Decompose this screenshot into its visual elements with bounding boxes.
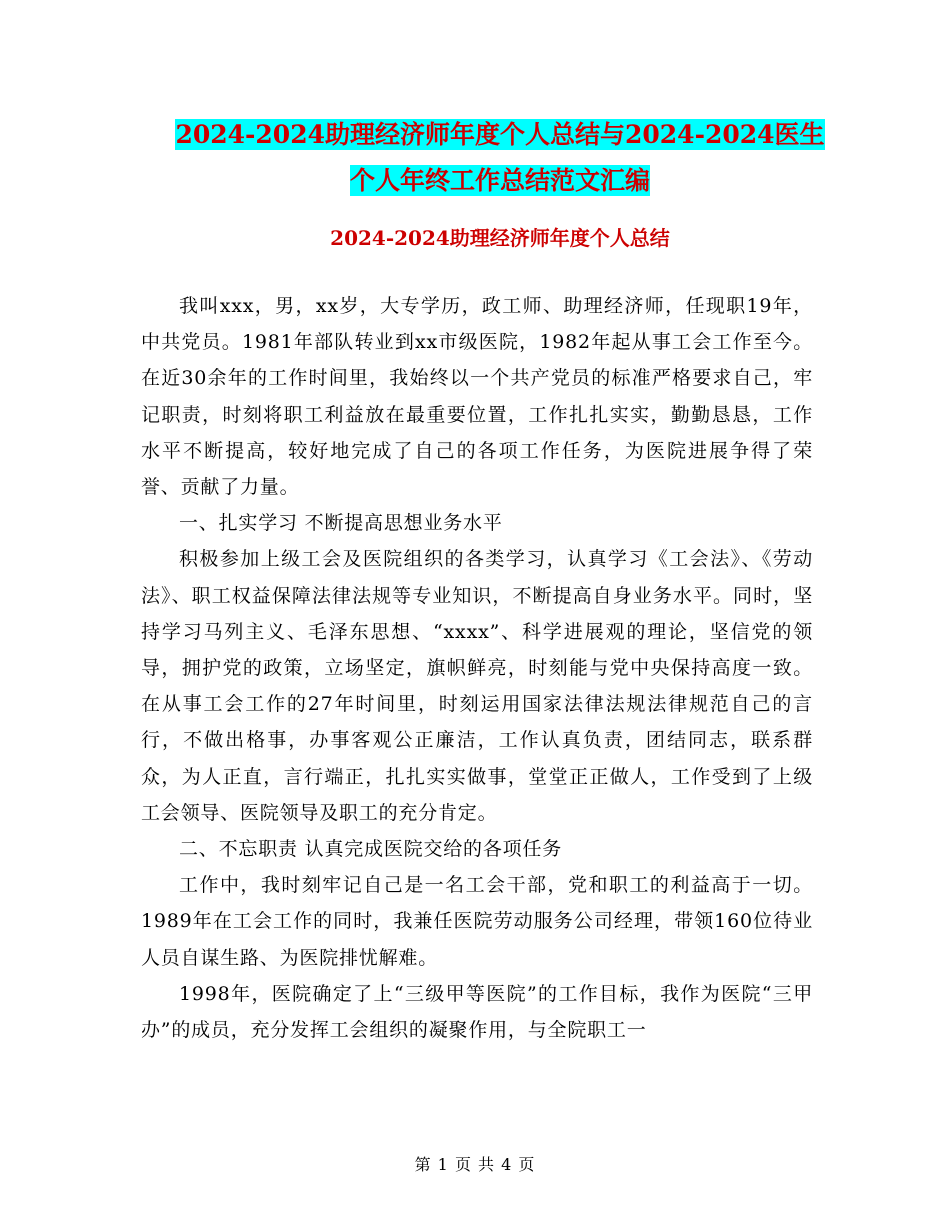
heading-2: 二、不忘职责 认真完成医院交给的各项任务	[179, 838, 563, 861]
document-body	[141, 288, 813, 1048]
page-footer: 第 1 页 共 4 页	[414, 1155, 536, 1174]
paragraph-duty: 工作中，我时刻牢记自己是一名工会干部，党和职工的利益高于一切。1989年在工会工作的同时，我兼任医院劳动服务公司经理，带领160位待业人员自谋生路、为医院排忧解难。	[141, 874, 813, 969]
heading-1: 一、扎实学习 不断提高思想业务水平	[179, 512, 503, 535]
document-title-line-1: 2024-2024助理经济师年度个人总结与2024-2024医生	[175, 120, 825, 149]
paragraph-study: 积极参加上级工会及医院组织的各类学习，认真学习《工会法》、《劳动法》、职工权益保障法律法规等专业知识，不断提高自身业务水平。同时，坚持学习马列主义、毛泽东思想、“xxxx”、科学进展观的理论，坚信党的领导，拥护党的政策，立场坚定，旗帜鲜亮，时刻能与党中央保持高度一致。在从事工会工作的27年时间里，时刻运用国家法律法规法律规范自己的言行，不做出格事，办事客观公正廉洁，工作认真负责，团结同志，联系群众，为人正直，言行端正，扎扎实实做事，堂堂正正做人，工作受到了上级工会领导、医院领导及职工的充分肯定。	[141, 548, 813, 824]
document-title	[100, 112, 900, 204]
section-title: 2024-2024助理经济师年度个人总结	[330, 226, 670, 250]
document-title-line-2: 个人年终工作总结范文汇编	[349, 166, 650, 195]
paragraph-intro: 我叫xxx，男，xx岁，大专学历，政工师、助理经济师，任现职19年，中共党员。1981年部队转业到xx市级医院，1982年起从事工会工作至今。在近30余年的工作时间里，我始终以一个共产党员的标准严格要求自己，牢记职责，时刻将职工利益放在最重要位置，工作扎扎实实，勤勤恳恳，工作水平不断提高，较好地完成了自己的各项工作任务，为医院进展争得了荣誉、贡献了力量。	[141, 295, 813, 499]
paragraph-1998: 1998年，医院确定了上“三级甲等医院”的工作目标，我作为医院“三甲办”的成员，充分发挥工会组织的凝聚作用，与全院职工一	[141, 982, 813, 1042]
